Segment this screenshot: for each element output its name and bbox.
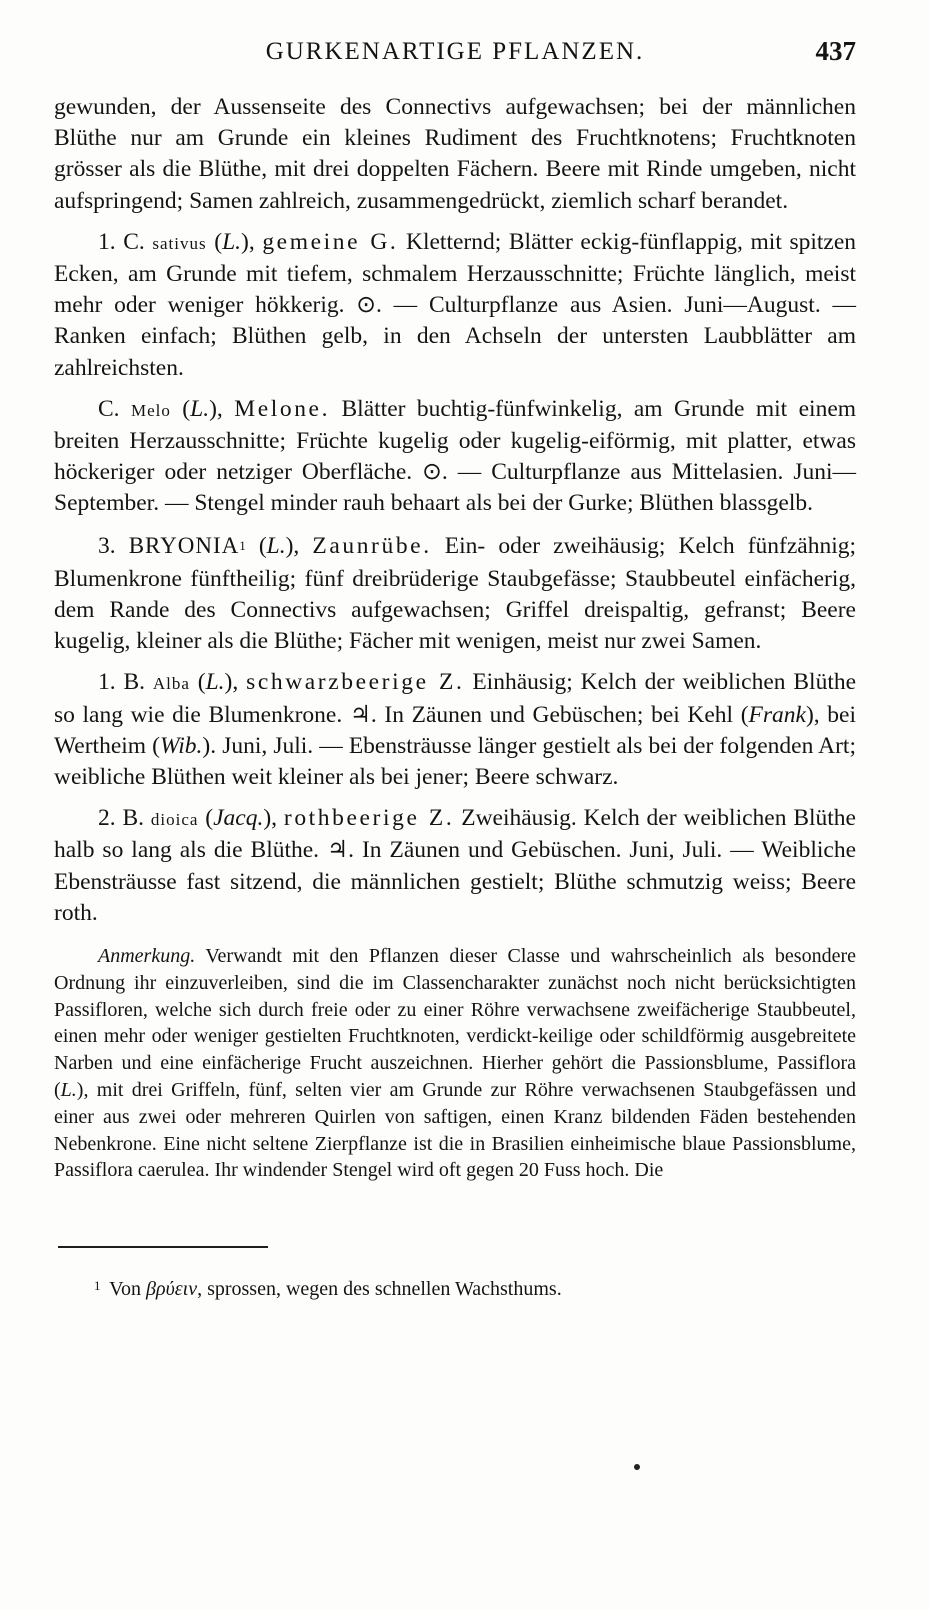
entry-text: Blätter buchtig-fünfwinkelig, am Grunde mit einem breiten Herzausschnitte; Früchte kugelig oder kugelig-eiförmig, mit platter, etwas höckeriger oder netziger Oberfläche. ⊙. — Culturpflanze aus Mittelasien. Juni—September. — Stengel minder rauh behaart als bei der Gurke; Blüthen blassgelb. bbox=[54, 395, 857, 517]
entry-cucumis-melo: C. Melo (L.), Melone. Blätter buchtig-fünfwinkelig, am Grunde mit einem breiten Herzausschnitte; Früchte kugelig oder kugelig-eiförmig, mit platter, etwas höckeriger oder netziger Oberfläche. ⊙. — Culturpflanze aus Mittelasien. Juni—September. — Stengel minder rauh behaart als bei der Gurke; Blüthen blassgelb. bbox=[54, 395, 857, 517]
footnote bbox=[54, 1278, 856, 1301]
page-number: 437 bbox=[815, 36, 856, 66]
entry-bryonia-alba: 1. B. Alba (L.), schwarzbeerige Z. Einhäusig; Kelch der weiblichen Blüthe so lang wie die Blumenkrone. ♃. In Zäunen und Gebüschen; bei Kehl (Frank), bei Wertheim (Wib.). Juni, Juli. — Ebensträusse länger gestielt als bei der folgenden Art; weibliche Blüthen weit kleiner als bei jener; Beere schwarz. bbox=[54, 669, 857, 791]
footnote-number: 1 bbox=[94, 1278, 101, 1294]
authority: L. bbox=[205, 669, 225, 696]
species-name: Melo bbox=[130, 400, 171, 420]
species-name: sativus bbox=[152, 233, 207, 253]
note-text: Verwandt mit den Pflanzen dieser Classe und wahrscheinlich als besondere Ordnung ihr einzuverleiben, sind die im Classencharakter zunächst noch nicht berücksichtigten Passifloren, welche sich durch freie oder zu einer Röhre verwachsene zweifächerige Staubbeutel, einen mehr oder weniger gestielten Fruchtknoten, verdickt-keilige oder schildförmig ausgebreitete Narben und eine einfächerige Frucht auszeichnen. Hierher gehört die Passionsblume, Passiflora ( bbox=[54, 945, 857, 1102]
genus-number: 3. bbox=[98, 532, 116, 559]
annotation-note bbox=[54, 943, 856, 1184]
authority: L. bbox=[190, 395, 210, 422]
paragraph-intro: gewunden, der Aussenseite des Connectivs aufgewachsen; bei der männlichen Blüthe nur am Grunde ein kleines Rudiment des Fruchtknotens; Fruchtknoten grösser als die Blüthe, mit drei doppelten Fächern. Beere mit Rinde umgeben, nicht aufspringend; Samen zahlreich, zusammengedrückt, ziemlich scharf berandet. bbox=[54, 94, 856, 214]
common-name: schwarzbeerige Z. bbox=[246, 669, 465, 696]
entry-text: Zweihäusig. Kelch der weiblichen Blüthe halb so lang als die Blüthe. ♃. In Zäunen und Gebüschen. Juni, Juli. — Weibliche Ebensträusse fast sitzend, die männlichen gestielt; Blüthe schmutzig weiss; Beere roth. bbox=[54, 805, 856, 926]
species-name: dioica bbox=[150, 810, 199, 830]
reference: Wib. bbox=[159, 732, 203, 759]
running-title: GURKENARTIGE PFLANZEN. bbox=[265, 38, 645, 65]
authority: L. bbox=[266, 532, 286, 559]
entry-number: 1. B. bbox=[98, 669, 146, 696]
authority: Jacq. bbox=[213, 805, 264, 832]
note-label: Anmerkung. bbox=[98, 945, 196, 968]
entry-number: 2. B. bbox=[98, 805, 145, 832]
footnote-rule bbox=[58, 1246, 268, 1248]
book-page bbox=[54, 36, 856, 1301]
common-name: Zaunrübe. bbox=[312, 532, 432, 559]
main-text bbox=[54, 92, 856, 929]
entry-number: C. bbox=[98, 395, 120, 422]
species-name: Alba bbox=[152, 674, 190, 694]
entry-text-2: ), bei Wertheim ( bbox=[54, 701, 856, 759]
entry-text-3: ). Juni, Juli. — Ebensträusse länger gestielt als bei der folgenden Art; weibliche Blüthen weit kleiner als bei jener; Beere schwarz. bbox=[54, 732, 856, 791]
page-header bbox=[54, 36, 856, 76]
entry-bryonia-dioica: 2. B. dioica (Jacq.), rothbeerige Z. Zweihäusig. Kelch der weiblichen Blüthe halb so lang als die Blüthe. ♃. In Zäunen und Gebüschen. Juni, Juli. — Weibliche Ebensträusse fast sitzend, die männlichen gestielt; Blüthe schmutzig weiss; Beere roth. bbox=[54, 805, 856, 926]
common-name: gemeine G. bbox=[262, 228, 399, 255]
entry-text: Einhäusig; Kelch der weiblichen Blüthe so lang wie die Blumenkrone. ♃. In Zäunen und Gebüschen; bei Kehl ( bbox=[54, 669, 857, 728]
footnote-text: Von bbox=[109, 1278, 142, 1301]
note-text-2: ), mit drei Griffeln, fünf, selten vier am Grunde zur Röhre verwachsenen Staubgefässen und einer aus zwei oder mehreren Quirlen von saftigen, einen Kranz bildenden Fäden bestehenden Nebenkrone. Eine nicht seltene Zierpflanze ist die in Brasilien einheimische blaue Passionsblume, Passiflora caerulea. Ihr windender Stengel wird oft gegen 20 Fuss hoch. Die bbox=[54, 1079, 856, 1182]
entry-number: 1. C. bbox=[98, 228, 145, 255]
entry-text: Kletternd; Blätter eckig-fünflappig, mit spitzen Ecken, am Grunde mit tiefem, schmalem Herzausschnitte; Früchte länglich, meist mehr oder weniger hökkerig. ⊙. — Culturpflanze aus Asien. Juni—August. — Ranken einfach; Blüthen gelb, in den Achseln der untersten Laubblätter am zahlreichsten. bbox=[54, 228, 857, 381]
entry-cucumis-sativus: 1. C. sativus (L.), gemeine G. Kletternd; Blätter eckig-fünflappig, mit spitzen Ecken, am Grunde mit tiefem, schmalem Herzausschnitte; Früchte länglich, meist mehr oder weniger hökkerig. ⊙. — Culturpflanze aus Asien. Juni—August. — Ranken einfach; Blüthen gelb, in den Achseln der untersten Laubblätter am zahlreichsten. bbox=[54, 228, 857, 381]
common-name: rothbeerige Z. bbox=[283, 805, 455, 832]
common-name: Melone. bbox=[234, 395, 331, 422]
authority: L. bbox=[60, 1079, 77, 1102]
greek-word: βρύειν bbox=[146, 1278, 198, 1301]
authority: L. bbox=[222, 228, 242, 255]
reference: Frank bbox=[748, 701, 806, 728]
genus-name: BRYONIA bbox=[128, 532, 240, 558]
footnote-marker: 1 bbox=[239, 537, 246, 553]
ink-dot bbox=[634, 1464, 640, 1470]
genus-text: Ein- oder zweihäusig; Kelch fünfzähnig; Blumenkrone fünftheilig; fünf dreibrüderige Staubgefässe; Staubbeutel einfächerig, dem Rande des Connectivs aufgewachsen; Griffel dreispaltig, gefranst; Beere kugelig, kleiner als die Blüthe; Fächer mit wenigen, meist nur zwei Samen. bbox=[54, 532, 857, 655]
genus-bryonia: 3. BRYONIA$^1$ (L.), Zaunrübe. Ein- oder zweihäusig; Kelch fünfzähnig; Blumenkrone fünftheilig; fünf dreibrüderige Staubgefässe; Staubbeutel einfächerig, dem Rande des Connectivs aufgewachsen; Griffel dreispaltig, gefranst; Beere kugelig, kleiner als die Blüthe; Fächer mit wenigen, meist nur zwei Samen. bbox=[54, 532, 857, 655]
footnote-text-2: , sprossen, wegen des schnellen Wachsthums. bbox=[197, 1278, 562, 1301]
